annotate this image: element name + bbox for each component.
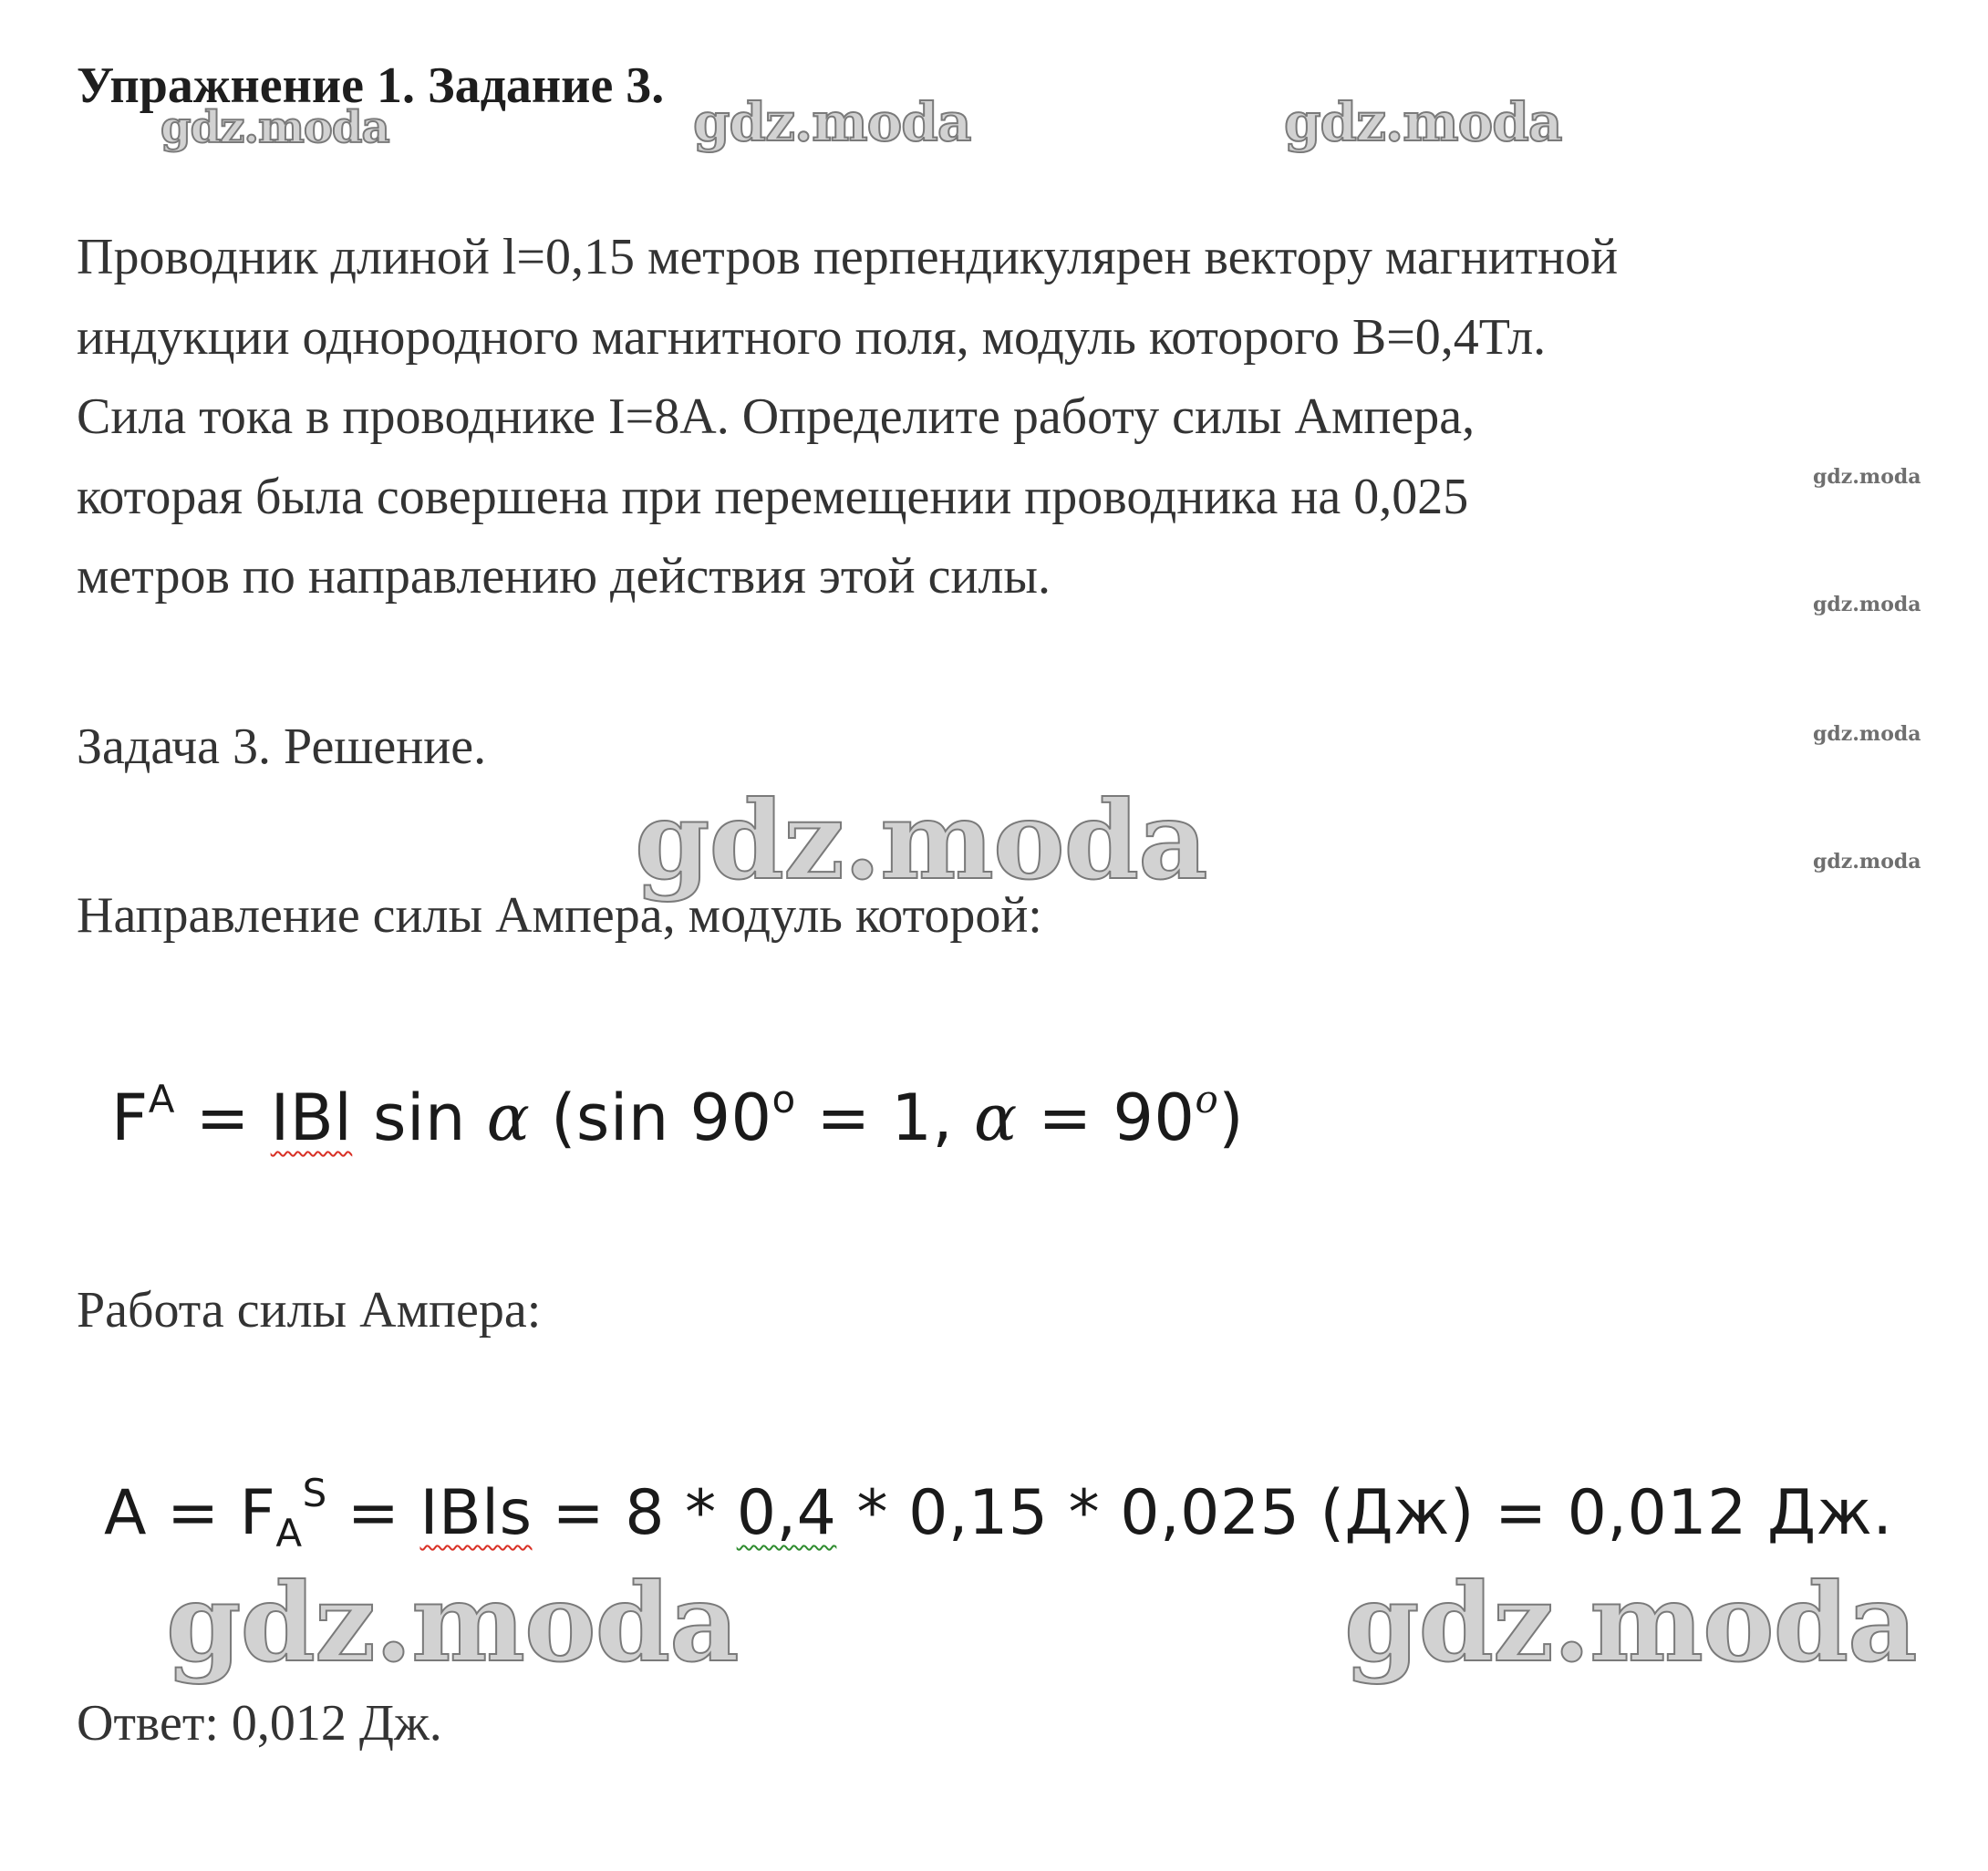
exercise-heading: Упражнение 1. Задание 3. xyxy=(77,57,665,114)
formula-term: IBl xyxy=(270,1080,353,1155)
solution-title: Задача 3. Решение. xyxy=(77,718,487,775)
problem-line: Сила тока в проводнике I=8А. Определите работу силы Ампера, xyxy=(77,388,1475,445)
watermark: gdz.moda xyxy=(693,91,971,153)
formula-term: * 0,15 * 0,025 (Дж) = 0,012 Дж. xyxy=(836,1477,1893,1549)
answer-text: Ответ: 0,012 Дж. xyxy=(77,1695,442,1752)
watermark: gdz.moda xyxy=(1284,91,1562,153)
formula-superscript: A xyxy=(148,1077,175,1122)
formula-term: (sin 90 xyxy=(530,1080,772,1155)
alpha-symbol: α xyxy=(486,1080,531,1155)
formula-term: IBls xyxy=(419,1477,533,1549)
watermark: gdz.moda xyxy=(1813,722,1921,746)
watermark: gdz.moda xyxy=(1813,850,1921,873)
formula-symbol: F xyxy=(111,1080,149,1155)
formula-term: 0,4 xyxy=(736,1477,837,1549)
formula-term: = 90 xyxy=(1017,1080,1196,1155)
problem-line: Проводник длиной l=0,15 метров перпендикулярен вектору магнитной xyxy=(77,229,1619,285)
work-text: Работа силы Ампера: xyxy=(77,1282,542,1339)
formula-term: = 1, xyxy=(795,1080,974,1155)
formula-subscript: A xyxy=(275,1511,303,1556)
formula-superscript: S xyxy=(302,1471,327,1515)
watermark: gdz.moda xyxy=(1813,593,1921,616)
formula-term: ) xyxy=(1218,1080,1245,1155)
formula-operator: = xyxy=(326,1477,420,1549)
formula-term: = 8 * xyxy=(532,1477,737,1549)
work-formula xyxy=(104,1471,1893,1556)
watermark: gdz.moda xyxy=(1344,1559,1917,1686)
watermark: gdz.moda xyxy=(635,777,1207,904)
formula-term: A = F xyxy=(104,1477,276,1549)
watermark: gdz.moda xyxy=(1813,465,1921,489)
watermark: gdz.moda xyxy=(166,1559,739,1686)
problem-line: которая была совершена при перемещении проводника на 0,025 xyxy=(77,469,1469,525)
ampere-force-formula xyxy=(111,1077,1245,1155)
alpha-symbol: α xyxy=(973,1080,1018,1155)
degree-superscript: o xyxy=(1195,1077,1219,1122)
problem-line: метров по направлению действия этой силы. xyxy=(77,548,1051,605)
degree-superscript: o xyxy=(771,1077,796,1122)
watermark: gdz.moda xyxy=(160,102,389,153)
formula-operator: = xyxy=(175,1080,271,1155)
problem-line: индукции однородного магнитного поля, модуль которого B=0,4Тл. xyxy=(77,309,1547,366)
direction-text: Направление силы Ампера, модуль которой: xyxy=(77,887,1042,944)
formula-function: sin xyxy=(352,1080,487,1155)
